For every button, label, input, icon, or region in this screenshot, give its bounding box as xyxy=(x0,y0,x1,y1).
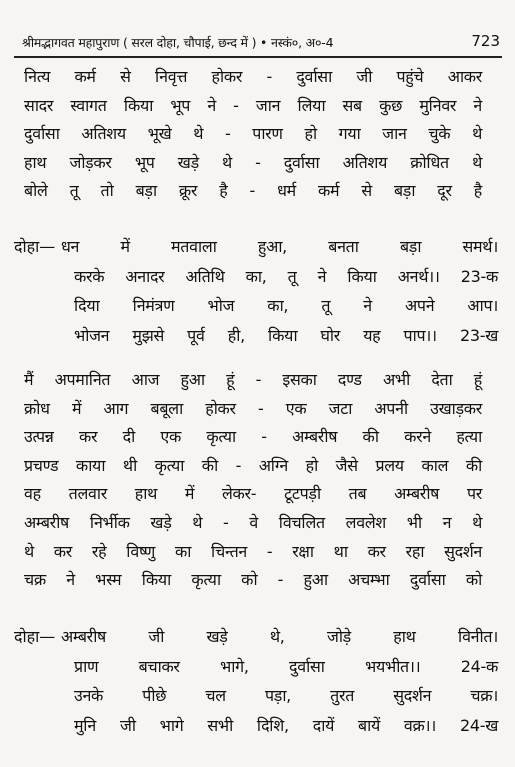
running-header xyxy=(14,20,502,58)
doha-line: करके अनादर अतिथि का, तू ने किया अनर्थ।। 23-क xyxy=(74,266,498,286)
verse-line: थे कर रहे विष्णु का चिन्तन - रक्षा था कर रहा सुदर्शन xyxy=(24,541,482,561)
doha-stanza-1 xyxy=(14,232,502,350)
doha-line: दिया निमंत्रण भोज का, तू ने अपने आप। xyxy=(74,296,498,315)
header-title: श्रीमद्भागवत महापुराण ( सरल दोहा, चौपाई, छन्द में ) • नस्कं०, अ०-4 xyxy=(22,35,334,50)
doha-label: दोहा— xyxy=(14,237,56,256)
verse-line: उत्पन्न कर दी एक कृत्या - अम्बरीष की करने हत्या xyxy=(24,427,482,447)
chaupai-stanza-1 xyxy=(24,63,482,206)
verse-line: प्रचण्ड काया थी कृत्या की - अग्नि हो जैसे प्रलय काल की xyxy=(24,455,482,475)
doha-line: धन में मतवाला हुआ, बनता बड़ा समर्थ। xyxy=(61,237,498,256)
chaupai-stanza-2 xyxy=(24,366,482,595)
doha-label: दोहा— xyxy=(14,627,56,646)
doha-line: उनके पीछे चल पड़ा, तुरत सुदर्शन चक्र। xyxy=(74,686,498,705)
verse-line: सादर स्वागत किया भूप ने - जान लिया सब कुछ मुनिवर ने xyxy=(24,95,482,115)
verse-line: क्रोध में आग बबूला होकर - एक जटा अपनी उखाड़कर xyxy=(24,398,482,418)
verse-line: बोले तू तो बड़ा क्रूर है - धर्म कर्म से बड़ा दूर है xyxy=(24,181,482,201)
verse-line: नित्य कर्म से निवृत्त होकर - दुर्वासा जी पहुंचे आकर xyxy=(24,67,482,86)
verse-line: हाथ जोड़कर भूप खड़े थे - दुर्वासा अतिशय क्रोधित थे xyxy=(24,152,482,172)
verse-line: मैं अपमानित आज हुआ हूं - इसका दण्ड अभी देता हूं xyxy=(24,370,482,389)
doha-line: प्राण बचाकर भागे, दुर्वासा भयभीत।। 24-क xyxy=(74,656,498,676)
verse-line: चक्र ने भस्म किया कृत्या को - हुआ अचम्भा दुर्वासा को xyxy=(24,570,482,590)
verse-line: वह तलवार हाथ में लेकर- टूटपड़ी तब अम्बरीष पर xyxy=(24,484,482,504)
page-number: 723 xyxy=(471,32,500,50)
doha-line: भोजन मुझसे पूर्व ही, किया घोर यह पाप।। 23-ख xyxy=(74,325,498,345)
doha-line: अम्बरीष जी खड़े थे, जोड़े हाथ विनीत। xyxy=(61,627,498,646)
verse-line: दुर्वासा अतिशय भूखे थे - पारण हो गया जान चुके थे xyxy=(24,124,482,144)
doha-stanza-2 xyxy=(14,622,502,740)
doha-line: मुनि जी भागे सभी दिशि, दायें बायें वक्र।। 24-ख xyxy=(74,715,498,735)
verse-line: अम्बरीष निर्भीक खड़े थे - वे विचलित लवलेश भी न थे xyxy=(24,512,482,532)
